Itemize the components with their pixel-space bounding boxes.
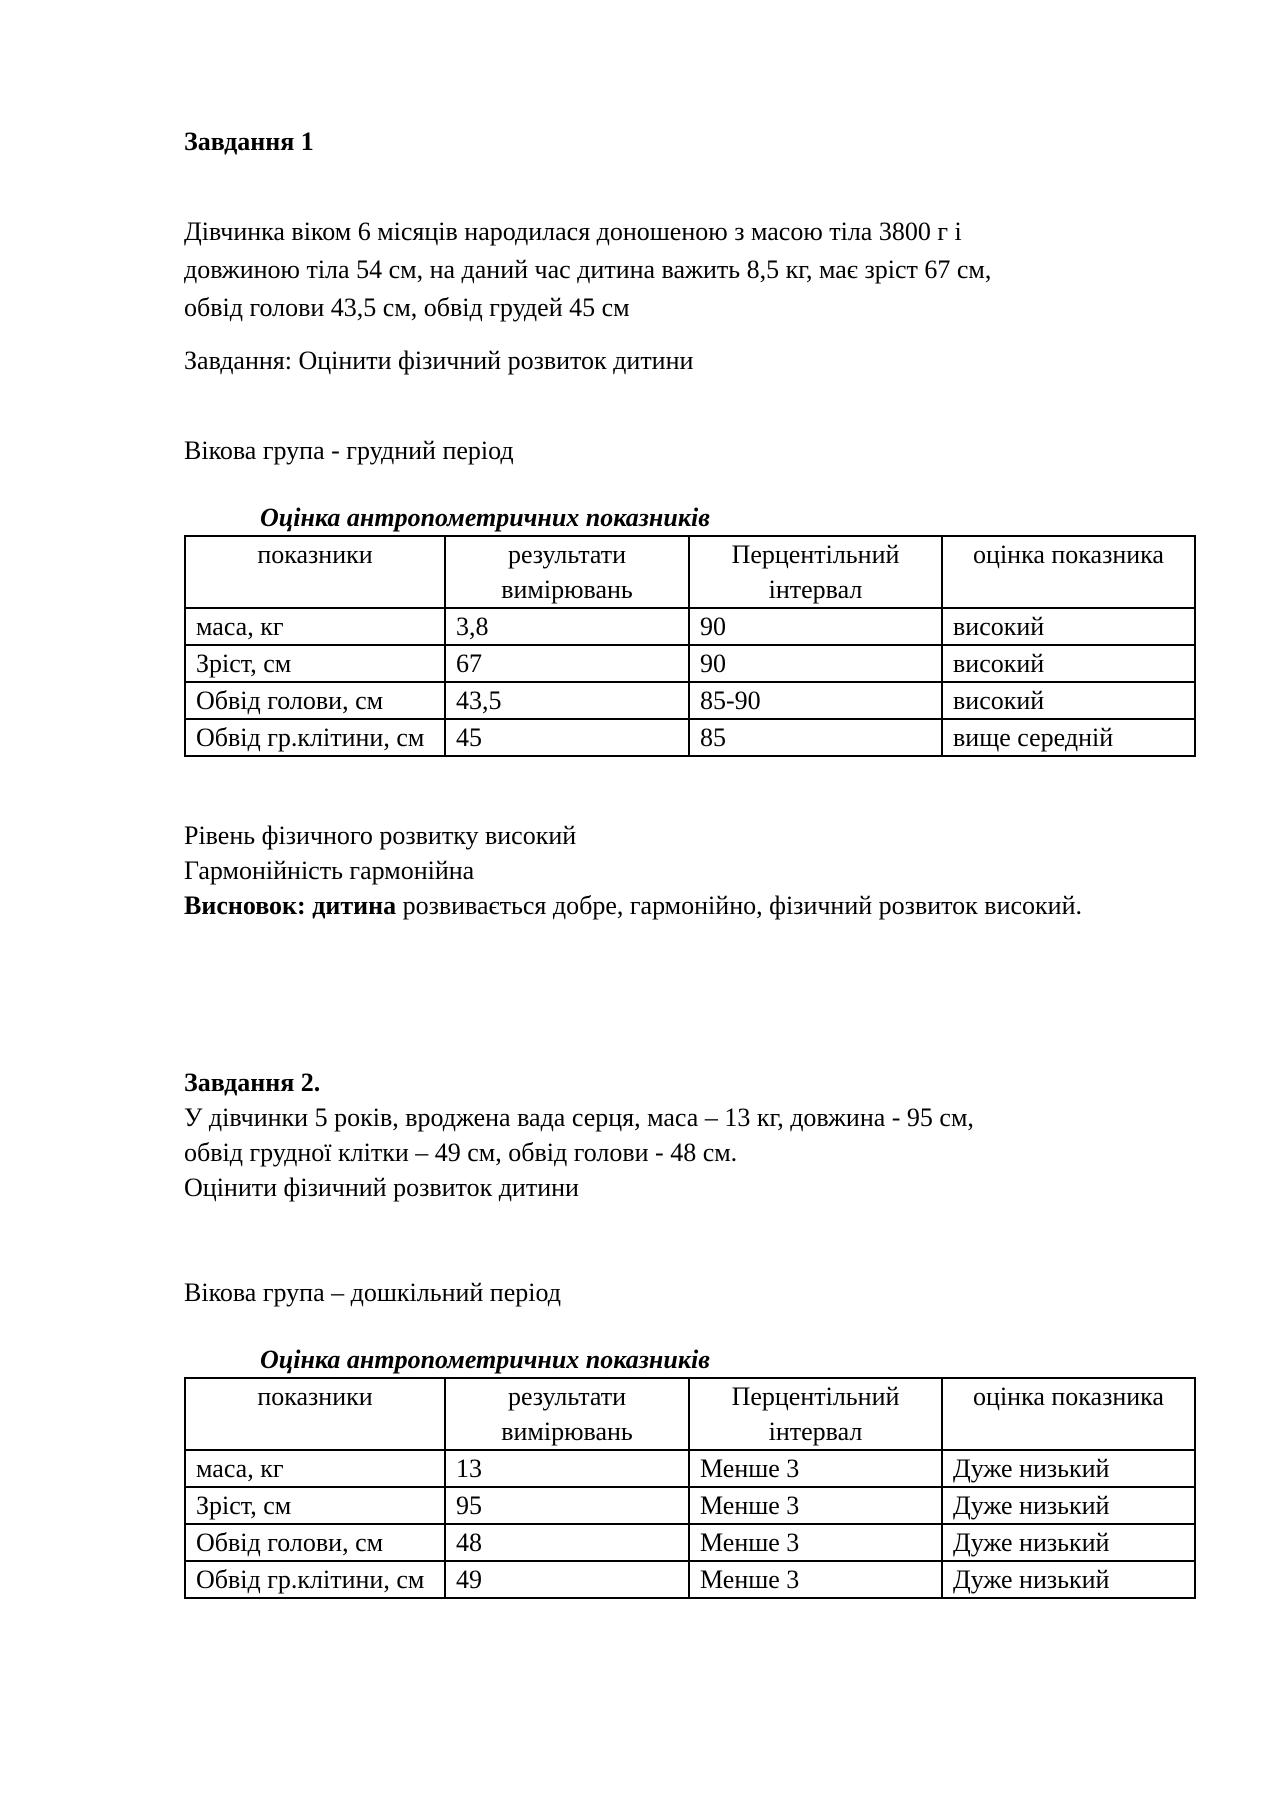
task2-table-caption: Оцінка антропометричних показників (260, 1345, 710, 1374)
table-cell: Обвід голови, см (185, 1524, 445, 1561)
table-row (185, 1561, 1195, 1598)
table-cell: 85-90 (689, 682, 942, 719)
table-cell: 45 (445, 719, 689, 756)
task1-table-caption: Оцінка антропометричних показників (260, 503, 710, 532)
table-cell: Обвід гр.клітини, см (185, 719, 445, 756)
task1-age-group: Вікова група - грудний період (184, 436, 514, 465)
table-row (185, 645, 1195, 682)
table-row (185, 608, 1195, 645)
table-cell: Зріст, см (185, 645, 445, 682)
table-row (185, 682, 1195, 719)
column-header: показники (185, 536, 445, 608)
table-header-row (185, 536, 1195, 608)
task1-intro-line-3: обвід голови 43,5 см, обвід грудей 45 см (184, 293, 630, 322)
table-cell: 13 (445, 1450, 689, 1487)
table-cell: 90 (689, 608, 942, 645)
task1-assignment: Завдання: Оцінити фізичний розвиток дитини (184, 346, 694, 375)
task2-anthropometric-table (184, 1377, 1196, 1599)
table-cell: 48 (445, 1524, 689, 1561)
table-cell: високий (942, 608, 1195, 645)
column-header: оцінка показника (942, 1378, 1195, 1450)
table-cell: Менше 3 (689, 1487, 942, 1524)
column-header: результати вимірювань (445, 1378, 689, 1450)
column-header: Перцентільний інтервал (689, 536, 942, 608)
task1-anthropometric-table (184, 535, 1196, 757)
table-cell: Менше 3 (689, 1450, 942, 1487)
table-cell: Дуже низький (942, 1450, 1195, 1487)
table-row (185, 1524, 1195, 1561)
table-cell: 3,8 (445, 608, 689, 645)
column-header: оцінка показника (942, 536, 1195, 608)
table-cell: маса, кг (185, 1450, 445, 1487)
table-cell: 90 (689, 645, 942, 682)
table-cell: високий (942, 682, 1195, 719)
task2-age-group: Вікова група – дошкільний період (184, 1278, 561, 1307)
table-cell: вище середній (942, 719, 1195, 756)
task1-conclusion-label: Висновок: дитина (184, 891, 397, 920)
column-header: результати вимірювань (445, 536, 689, 608)
table-cell: 95 (445, 1487, 689, 1524)
table-row (185, 1487, 1195, 1524)
table-cell: Дуже низький (942, 1487, 1195, 1524)
task1-conclusion-text: розвивається добре, гармонійно, фізичний розвиток високий. (396, 891, 1082, 920)
table-cell: 49 (445, 1561, 689, 1598)
task2-heading: Завдання 2. (184, 1068, 321, 1097)
table-cell: Менше 3 (689, 1561, 942, 1598)
table-cell: Обвід голови, см (185, 682, 445, 719)
table-cell: 67 (445, 645, 689, 682)
task1-intro-line-1: Дівчинка віком 6 місяців народилася доношеною з масою тіла 3800 г і (184, 217, 962, 246)
task2-intro-line-1: У дівчинки 5 років, вроджена вада серця, маса – 13 кг, довжина - 95 см, (184, 1103, 974, 1132)
column-header: показники (185, 1378, 445, 1450)
table-cell: 43,5 (445, 682, 689, 719)
table-cell: маса, кг (185, 608, 445, 645)
task2-intro-line-3: Оцінити фізичний розвиток дитини (184, 1173, 579, 1202)
table-cell: Дуже низький (942, 1524, 1195, 1561)
table-cell: Дуже низький (942, 1561, 1195, 1598)
table-cell: Менше 3 (689, 1524, 942, 1561)
table-row (185, 719, 1195, 756)
task1-development-level: Рівень фізичного розвитку високий (184, 821, 577, 850)
task1-conclusion (184, 888, 1194, 923)
task1-harmony: Гармонійність гармонійна (184, 856, 475, 885)
column-header: Перцентільний інтервал (689, 1378, 942, 1450)
task1-intro-line-2: довжиною тіла 54 см, на даний час дитина важить 8,5 кг, має зріст 67 см, (184, 255, 992, 284)
task2-intro-line-2: обвід грудної клітки – 49 см, обвід голови - 48 см. (184, 1138, 738, 1167)
task1-heading: Завдання 1 (184, 127, 314, 156)
table-header-row (185, 1378, 1195, 1450)
table-cell: Обвід гр.клітини, см (185, 1561, 445, 1598)
table-row (185, 1450, 1195, 1487)
table-cell: 85 (689, 719, 942, 756)
table-cell: високий (942, 645, 1195, 682)
table-cell: Зріст, см (185, 1487, 445, 1524)
